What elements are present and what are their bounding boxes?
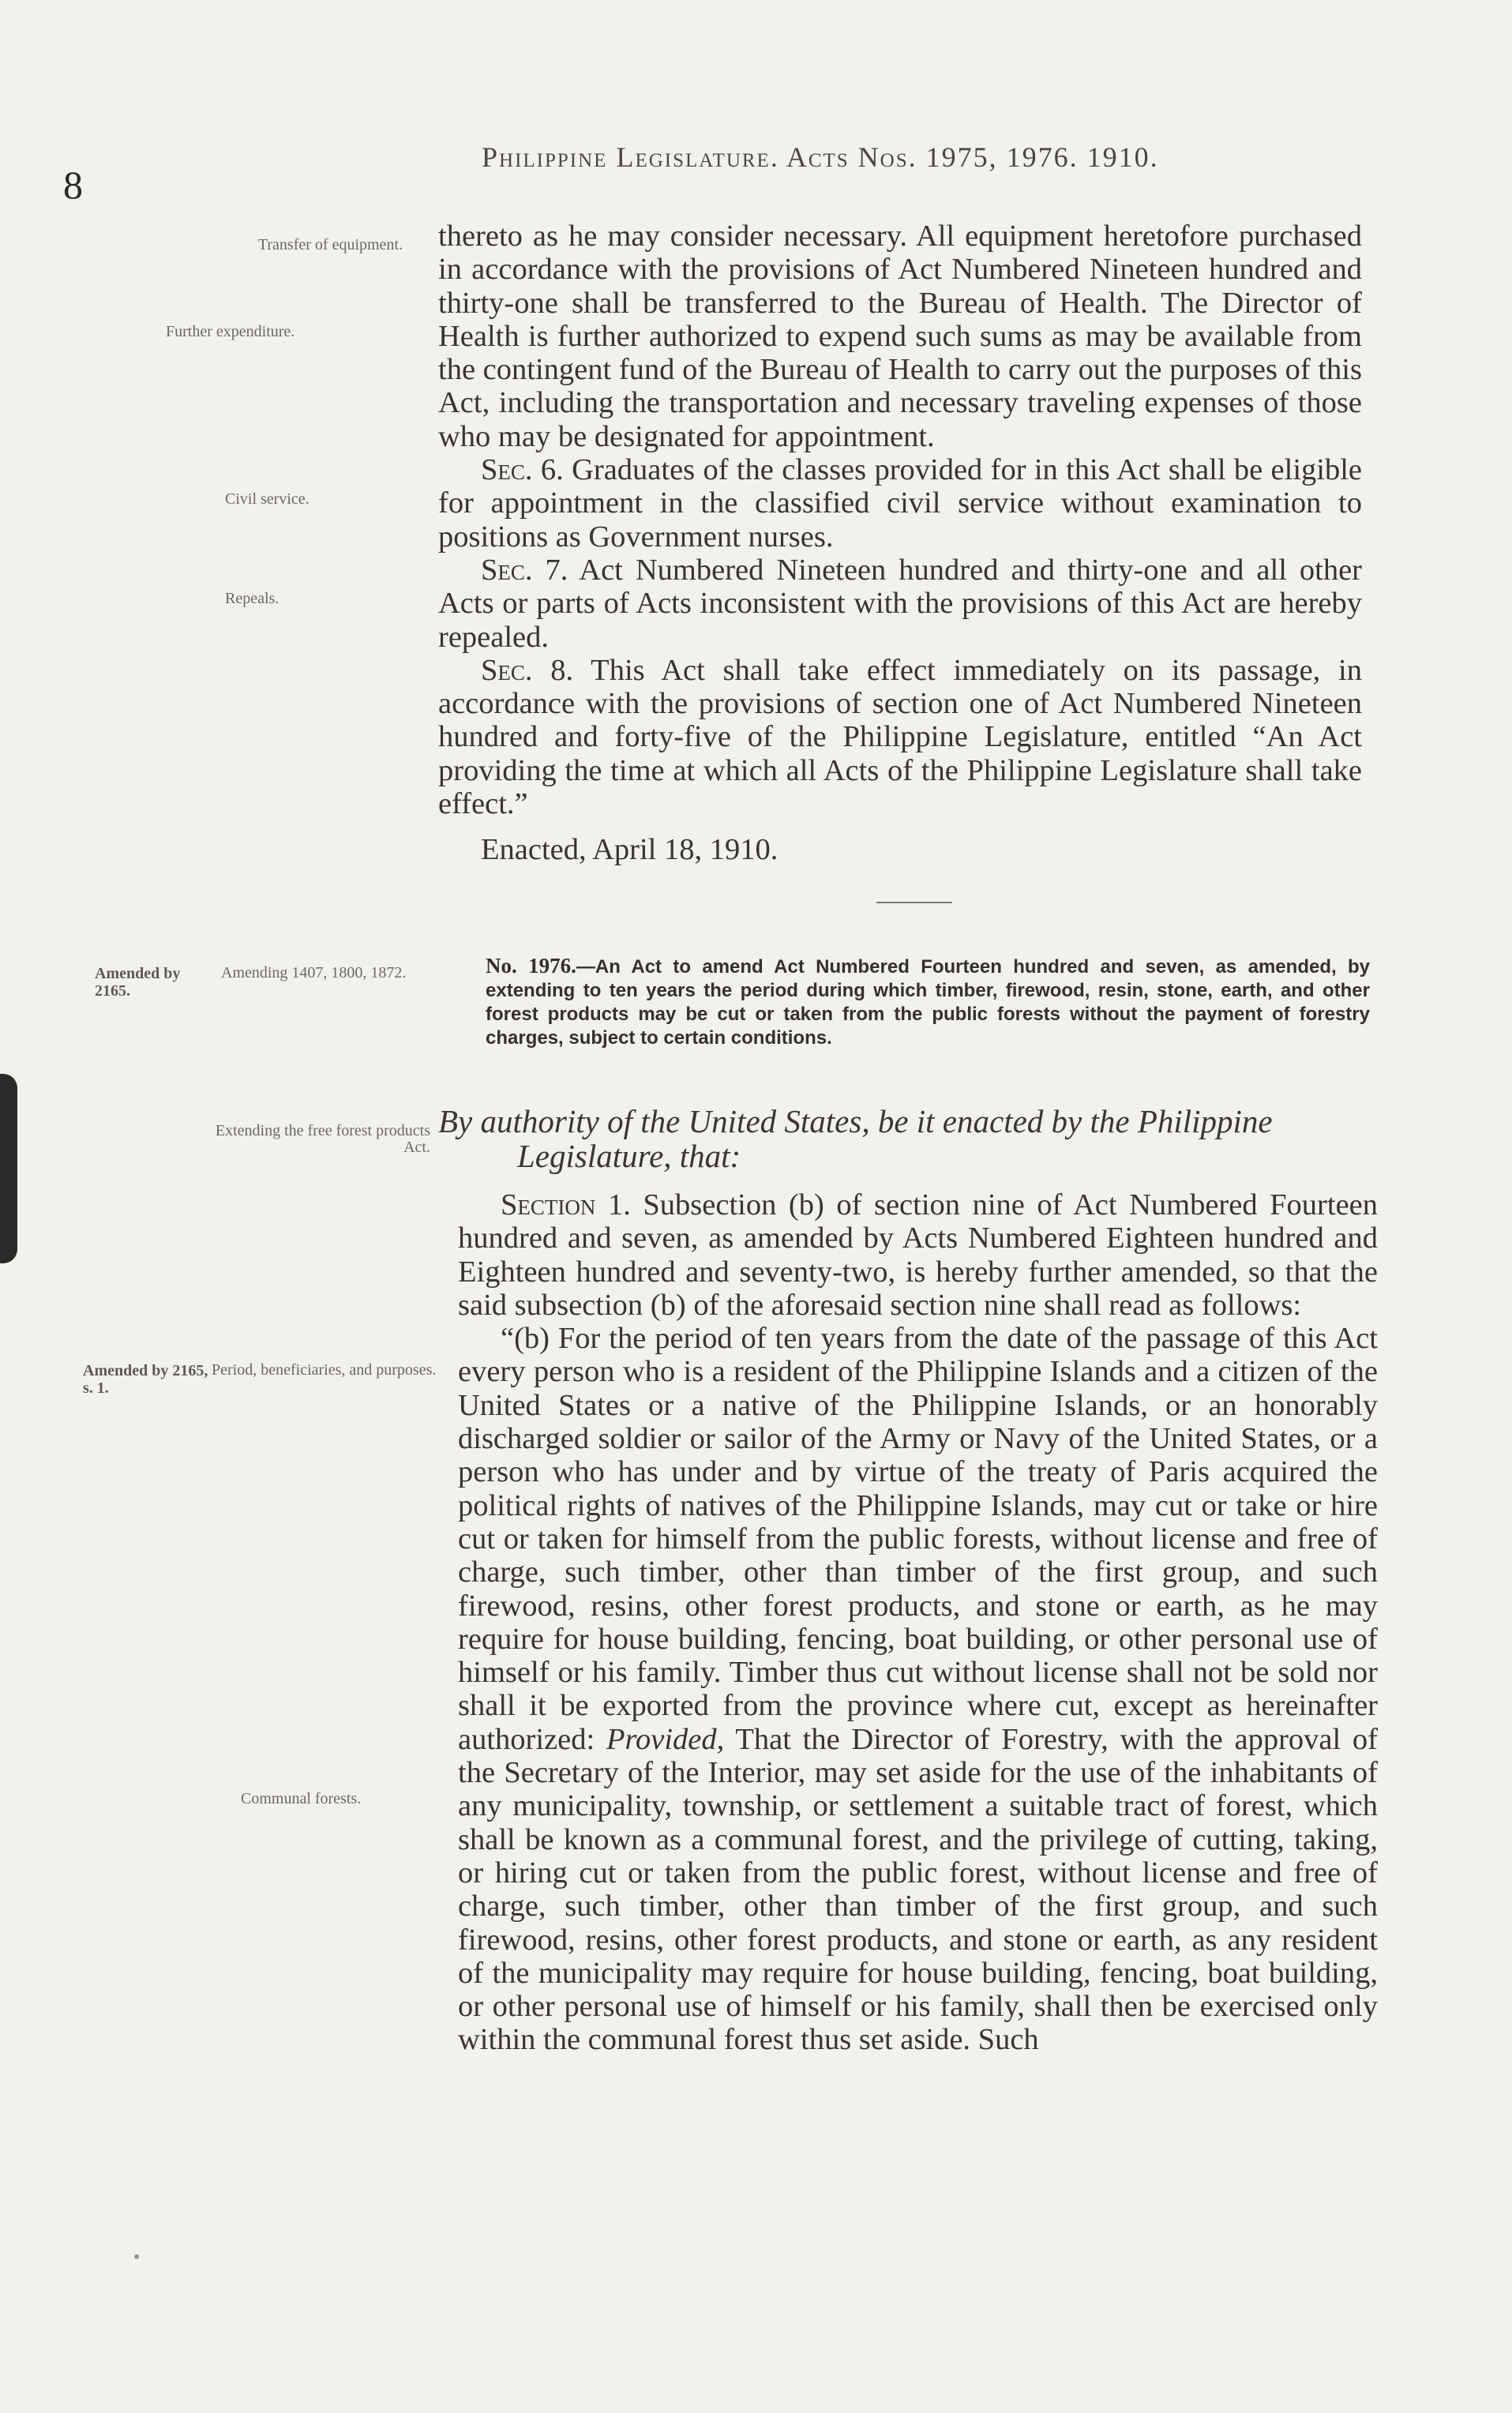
act-1975-text (438, 220, 1362, 867)
page-speck (134, 2254, 139, 2259)
enacting-line-1: By authority of the United States, be it enacted by the Philippine (438, 1103, 1273, 1139)
margin-note-amended-2: Amended by 2165, s. 1. (83, 1362, 208, 1397)
section-divider (876, 902, 952, 903)
margin-note-amending: Amending 1407, 1800, 1872. (221, 964, 407, 981)
section-6-label: Sec. 6. (481, 453, 564, 487)
page-number: 8 (63, 163, 83, 207)
section-8-label: Sec. 8. (481, 653, 574, 687)
running-head: Philippine Legislature. Acts Nos. 1975, 1976. 1910. (482, 141, 1159, 173)
section-7 (438, 554, 1362, 654)
section-6-text: Graduates of the classes provided for in this Act shall be eligible for appointment in the classified civil service without examination to positions as Government nurses. (438, 453, 1363, 554)
subsection-b-text-b: That the Director of Forestry, with the approval of the Secretary of the Interior, may set aside for the use of the inhabitants of any municipality, township, or settlement a suitable tract of forest, which shall be known as a communal forest, and the privilege of cutting, taking, or hiring cut or taken from the public forest, without license and free of charge, such timber, other than timber of the first group, and such firewood, resins, other forest products, and stone or earth, as any resident of the municipality may require for house building, fencing, boat building, or other personal use of himself or his family, shall then be exercised only within the communal forest thus set aside. Such (458, 1722, 1378, 2057)
section-7-text: Act Numbered Nineteen hundred and thirty-one and all other Acts or parts of Acts inconsistent with the provisions of this Act are hereby repealed. (438, 553, 1362, 654)
section-8 (438, 654, 1362, 820)
margin-note-amended-1: Amended by 2165. (95, 965, 181, 1000)
subsection-b-text-a: “(b) For the period of ten years from the date of the passage of this Act every person who is a resident of the Philippine Islands and a citizen of the United States or a native of the Philippine Islands, or an honorably discharged soldier or sailor of the Army or Navy of the United States, or a person who has under and by virtue of the treaty of Paris acquired the political rights of natives of the Philippine Islands, may cut or take or hire cut or taken for himself from the public forests, without license and free of charge, such timber, other than timber of the first group, and such firewood, resins, other forest products, and stone or earth, as he may require for house building, fencing, boat building, or other personal use of himself or his family. Timber thus cut without license shall not be sold nor shall it be exported from the province where cut, except as hereinafter authorized: (458, 1322, 1378, 1756)
margin-note-transfer: Transfer of equipment. (257, 236, 403, 253)
margin-note-communal-forests: Communal forests. (241, 1790, 362, 1807)
section-7-label: Sec. 7. (481, 553, 568, 587)
act-1976-text (458, 1188, 1378, 2057)
margin-note-civil-service: Civil service. (225, 490, 310, 508)
provided-word: Provided, (606, 1722, 725, 1756)
section-6 (438, 453, 1362, 554)
margin-note-repeals: Repeals. (225, 590, 280, 607)
margin-note-further: Further expenditure. (166, 323, 295, 340)
enacting-line-2: Legislature, that: (517, 1138, 741, 1174)
section-8-text: This Act shall take effect immediately on its passage, in accordance with the provisions of section one of Act Numbered Nineteen hundred and forty-five of the Philippine Legislature, entitled “An Act providing the time at which all Acts of the Philippine Legislature shall take effect.” (438, 653, 1362, 821)
enacted-date: Enacted, April 18, 1910. (481, 833, 779, 867)
act-1976-heading (486, 954, 1370, 1050)
section-1-text: Subsection (b) of section nine of Act Numbered Fourteen hundred and seven, as amended by Acts Numbered Eighteen hundred and Eighteen hundred and seventy-two, is hereby further amended, so that the said subsection (b) of the aforesaid section nine shall read as follows: (458, 1188, 1378, 1322)
enacting-clause (438, 1104, 1378, 1173)
section-1-label: Section 1. (501, 1188, 631, 1222)
act-title: —An Act to amend Act Numbered Fourteen hundred and seven, as amended, by extending to ten years the period during which timber, firewood, resin, stone, earth, and other forest products may be cut or taken from the public forests without the payment of forestry charges, subject to certain conditions. (486, 956, 1370, 1049)
subsection-b (458, 1322, 1378, 2057)
section-1 (458, 1188, 1378, 1322)
book-spine-shadow (0, 1074, 17, 1263)
act-number: No. 1976. (486, 954, 576, 978)
margin-note-extending: Extending the free forest products Act. (215, 1122, 430, 1156)
margin-note-period: Period, beneficiaries, and purposes. (212, 1361, 437, 1379)
continuation-paragraph: thereto as he may consider necessary. All equipment heretofore purchased in accordance with the provisions of Act Numbered Nineteen hundred and thirty-one shall be transferred to the Bureau of Health. The Director of Health is further authorized to expend such sums as may be available from the contingent fund of the Bureau of Health to carry out the purposes of this Act, including the transportation and necessary traveling expenses of those who may be designated for appointment. (438, 220, 1362, 453)
